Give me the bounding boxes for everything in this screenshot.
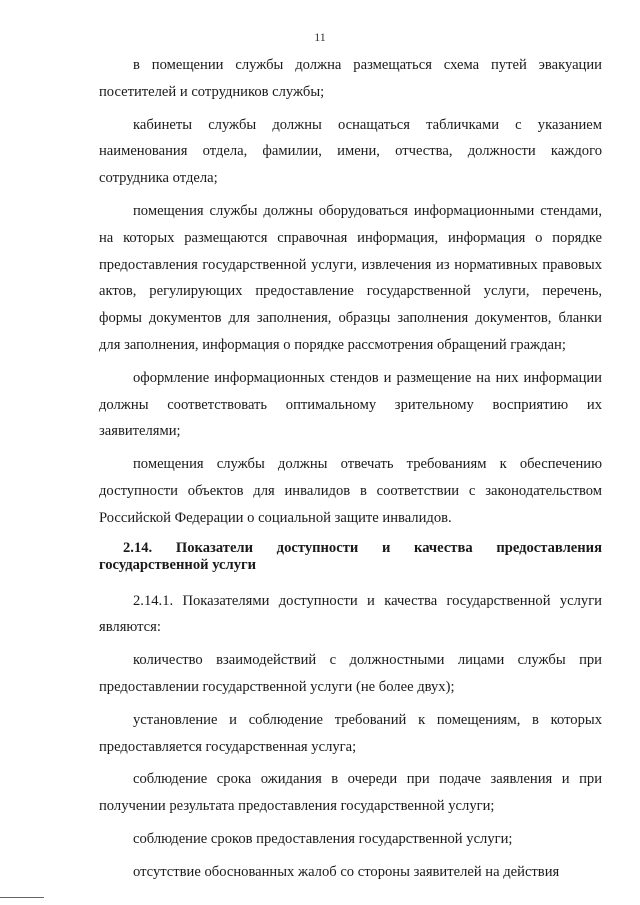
section-heading-line1: 2.14. Показатели доступности и качества предоставления [123, 539, 602, 556]
paragraph-premises-requirements: установление и соблюдение требований к помещениям, в которых предоставляется государственная услуга; [99, 711, 602, 755]
paragraph-no-complaints: отсутствие обоснованных жалоб со стороны заявителей на действия [133, 863, 560, 880]
paragraph-2-14-1: 2.14.1. Показателями доступности и качества государственной услуги являются: [99, 592, 602, 636]
paragraph-interactions-count: количество взаимодействий с должностными лицами службы при предоставлении государственной услуги (не более двух); [99, 652, 602, 695]
document-body [99, 52, 602, 886]
paragraph-evacuation-scheme: в помещении службы должна размещаться схема путей эвакуации посетителей и сотрудников службы; [99, 57, 602, 100]
paragraph-stand-design: оформление информационных стендов и размещение на них информации должны соответствовать оптимальному зрительному восприятию их заявителями; [99, 369, 602, 440]
paragraph-accessibility: помещения службы должны отвечать требованиям к обеспечению доступности объектов для инвалидов в соответствии с законодательством Российской Федерации о социальной защите инвалидов. [99, 456, 602, 526]
footer-rule [0, 897, 44, 898]
paragraph-service-deadlines: соблюдение сроков предоставления государственной услуги; [133, 830, 513, 847]
page-number: 11 [314, 30, 326, 44]
paragraph-office-signs: кабинеты службы должны оснащаться табличками с указанием наименования отдела, фамилии, имени, отчества, должности каждого сотрудника отдела; [99, 116, 602, 187]
paragraph-information-stands: помещения службы должны оборудоваться информационными стендами, на которых размещаются справочная информация, информация о порядке предоставления государственной услуги, извлечения из нормативных правовых актов, регулирующих предоставление государственной услуги, перечень, формы документов для заполнения, образцы заполнения документов, бланки для заполнения, информация о порядке рассмотрения обращений граждан; [99, 202, 602, 353]
paragraph-queue-waiting-time: соблюдение срока ожидания в очереди при подаче заявления и при получении результата предоставления государственной услуги; [99, 771, 602, 815]
section-heading-2-14 [99, 540, 602, 574]
section-heading-line2: государственной услуги [99, 556, 257, 573]
